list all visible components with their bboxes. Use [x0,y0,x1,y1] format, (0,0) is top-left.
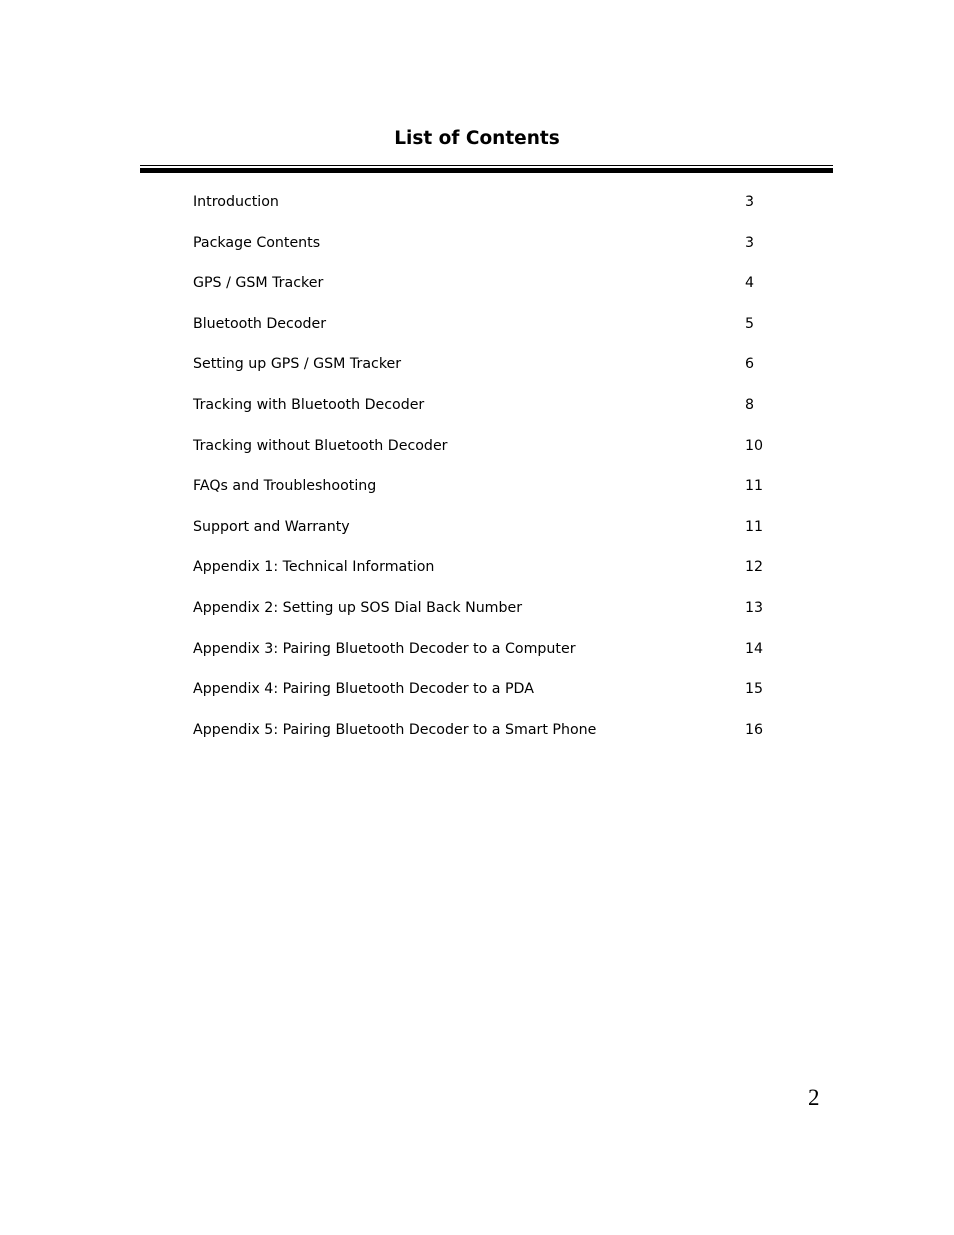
toc-entry-title: Setting up GPS / GSM Tracker [193,356,402,373]
toc-entry-title: Appendix 5: Pairing Bluetooth Decoder to a Smart Phone [193,721,597,738]
toc-entry [193,476,793,517]
toc-entry-page: 11 [745,478,764,495]
toc-entry-title: Bluetooth Decoder [193,315,327,332]
toc-entry-page: 8 [745,396,755,413]
toc-entry-page: 15 [745,681,764,698]
toc-entry [193,557,793,598]
toc-entry [193,354,793,395]
toc-entry-title: Support and Warranty [193,518,350,535]
toc-entry-page: 5 [745,315,755,332]
title-divider [140,164,833,174]
divider-thin-line [140,165,833,166]
toc-entry-page: 3 [745,234,755,251]
toc-entry [193,233,793,274]
toc-entry-page: 4 [745,275,755,292]
toc-entry-title: FAQs and Troubleshooting [193,478,377,495]
table-of-contents [193,192,793,760]
toc-entry-title: Tracking with Bluetooth Decoder [193,396,425,413]
toc-entry-title: Appendix 4: Pairing Bluetooth Decoder to a PDA [193,681,534,698]
toc-entry [193,639,793,680]
toc-entry [193,273,793,314]
toc-entry-title: Appendix 2: Setting up SOS Dial Back Number [193,599,523,616]
toc-entry [193,192,793,233]
toc-entry [193,314,793,355]
toc-entry-page: 14 [745,640,764,657]
toc-entry-page: 6 [745,356,755,373]
page-number: 2 [808,1085,820,1110]
toc-entry-title: GPS / GSM Tracker [193,275,324,292]
toc-entry-page: 16 [745,721,764,738]
toc-entry-title: Package Contents [193,234,321,251]
toc-entry [193,436,793,477]
toc-entry-title: Appendix 3: Pairing Bluetooth Decoder to a Computer [193,640,576,657]
page-title: List of Contents [394,128,560,149]
toc-entry [193,598,793,639]
toc-entry-page: 10 [745,437,764,454]
toc-entry-title: Appendix 1: Technical Information [193,559,435,576]
toc-entry-page: 11 [745,518,764,535]
toc-entry-title: Introduction [193,194,279,210]
toc-entry [193,517,793,558]
toc-entry-title: Tracking without Bluetooth Decoder [193,437,448,454]
toc-entry-page: 3 [745,194,755,210]
toc-entry-page: 12 [745,559,764,576]
toc-entry [193,679,793,720]
toc-entry-page: 13 [745,599,764,616]
toc-entry [193,720,793,761]
toc-entry [193,395,793,436]
divider-thick-line [140,168,833,173]
